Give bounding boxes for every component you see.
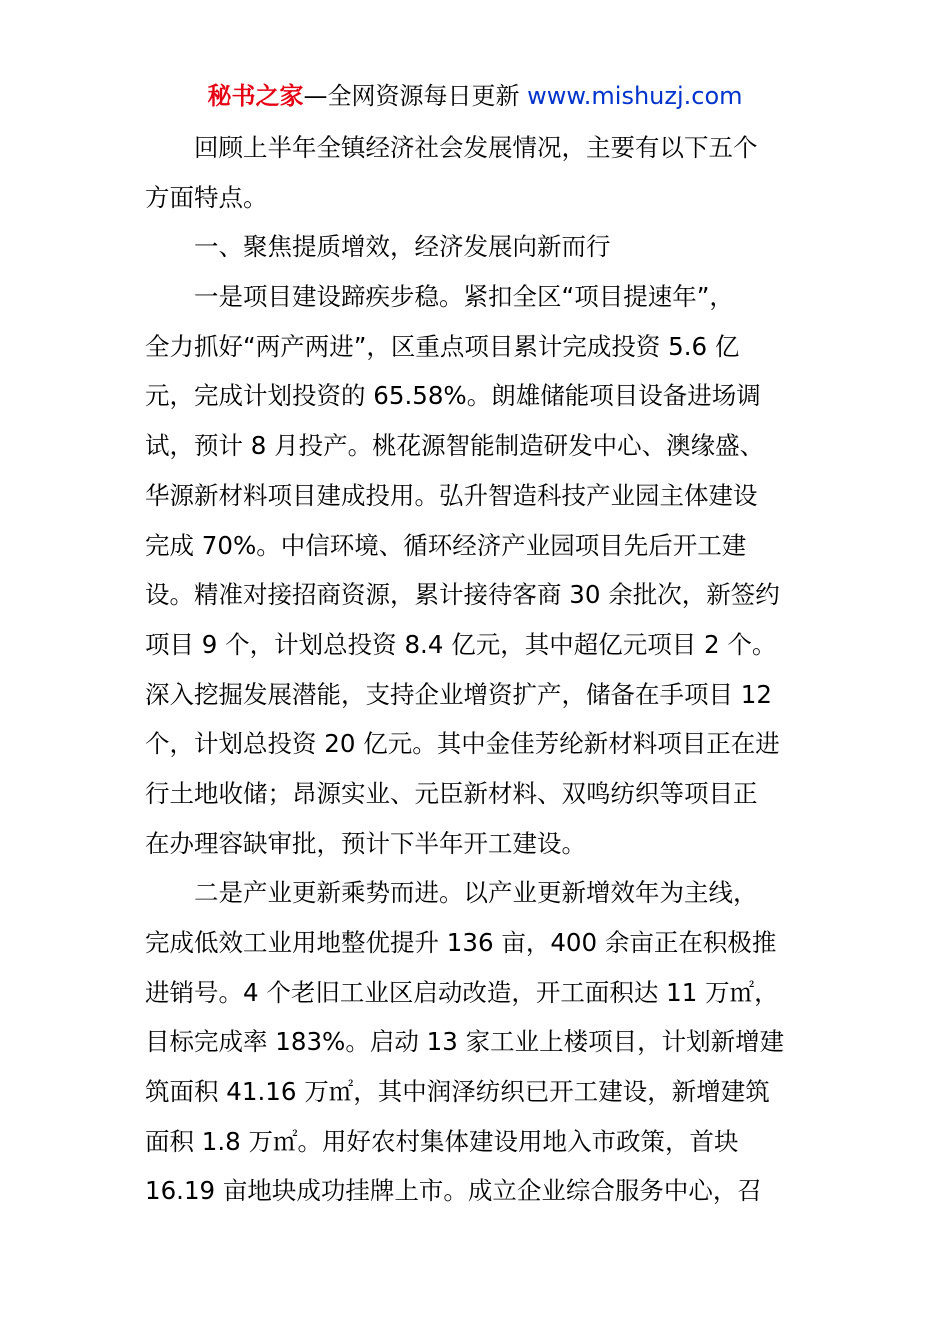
paragraph-line: 目标完成率 183%。启动 13 家工业上楼项目，计划新增建 xyxy=(145,1027,785,1057)
paragraph-line: 设。精准对接招商资源，累计接待客商 30 余批次，新签约 xyxy=(145,580,780,610)
paragraph-line: 行土地收储；昂源实业、元臣新材料、双鸣纺织等项目正 xyxy=(145,778,758,808)
document-body xyxy=(145,123,810,1216)
paragraph-line: 二是产业更新乘势而进。以产业更新增效年为主线， xyxy=(194,878,758,908)
paragraph-line: 个，计划总投资 20 亿元。其中金佳芳纶新材料项目正在进 xyxy=(145,729,780,759)
brand-name: 秘书之家 xyxy=(207,82,304,110)
paragraph-line: 16.19 亩地块成功挂牌上市。成立企业综合服务中心，召 xyxy=(145,1176,762,1206)
website-url: www.mishuzj.com xyxy=(527,82,743,110)
paragraph-line: 试，预计 8 月投产。桃花源智能制造研发中心、澳缘盛、 xyxy=(145,431,765,461)
paragraph-line: 进销号。4 个老旧工业区启动改造，开工面积达 11 万㎡， xyxy=(145,977,779,1007)
paragraph-line: 完成低效工业用地整优提升 136 亩，400 余亩正在积极推 xyxy=(145,928,777,957)
paragraph-line: 回顾上半年全镇经济社会发展情况，主要有以下五个 xyxy=(194,133,758,162)
paragraph-line: 全力抓好“两产两进”，区重点项目累计完成投资 5.6 亿 xyxy=(145,331,740,361)
header-tagline: —全网资源每日更新 xyxy=(303,82,520,110)
paragraph-line: 元，完成计划投资的 65.58%。朗雄储能项目设备进场调 xyxy=(145,381,761,411)
paragraph-line: 深入挖掘发展潜能，支持企业增资扩产，储备在手项目 12 xyxy=(145,679,772,709)
paragraph-line: 面积 1.8 万㎡。用好农村集体建设用地入市政策，首块 xyxy=(145,1126,739,1156)
paragraph-line: 华源新材料项目建成投用。弘升智造科技产业园主体建设 xyxy=(145,480,758,510)
section-heading: 一、聚焦提质增效，经济发展向新而行 xyxy=(194,232,611,262)
paragraph-line: 项目 9 个，计划总投资 8.4 亿元，其中超亿元项目 2 个。 xyxy=(145,629,777,659)
paragraph-line: 完成 70%。中信环境、循环经济产业园项目先后开工建 xyxy=(145,530,747,560)
paragraph-line: 方面特点。 xyxy=(145,182,268,212)
paragraph-line: 筑面积 41.16 万㎡，其中润泽纺织已开工建设，新增建筑 xyxy=(145,1077,770,1107)
page-header xyxy=(0,80,950,112)
paragraph-line: 在办理容缺审批，预计下半年开工建设。 xyxy=(145,828,586,858)
paragraph-line: 一是项目建设蹄疾步稳。紧扣全区“项目提速年”， xyxy=(194,282,734,312)
